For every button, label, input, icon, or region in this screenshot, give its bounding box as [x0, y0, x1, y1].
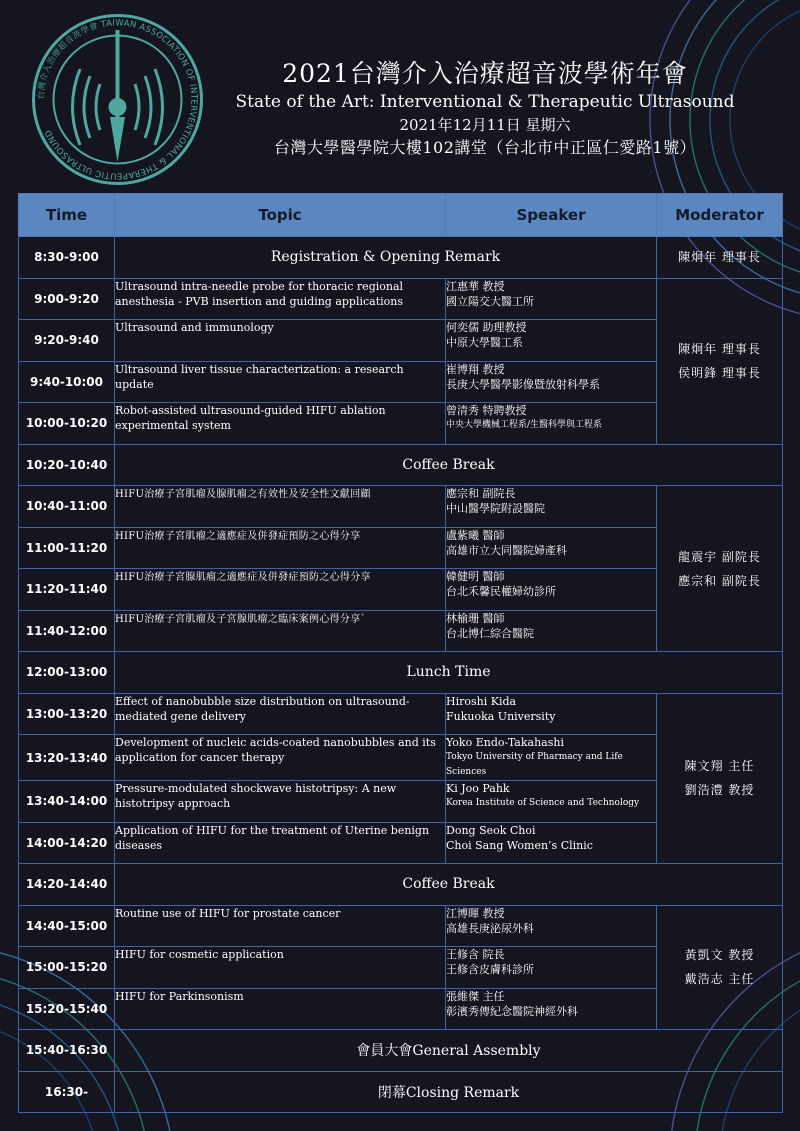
logo-text: 台灣介入治療超音波學會 TAIWAN ASSOCIATION OF INTERVENTIONAL & THERAPEUTIC ULTRASOUND — [36, 18, 199, 181]
speaker-affiliation: Tokyo University of Pharmacy and Life Sciences — [446, 752, 623, 777]
time-cell: 8:30-9:00 — [19, 237, 115, 279]
speaker-name: 何奕儒 助理教授 — [446, 321, 527, 334]
moderator-cell — [657, 486, 783, 652]
moderator-name: 劉浩澧 教授 — [684, 783, 755, 798]
speaker-affiliation: 中山醫學院附設醫院 — [446, 502, 545, 515]
speaker-name: Dong Seok Choi — [446, 823, 536, 837]
table-row — [19, 1030, 783, 1072]
speaker-name: Hiroshi Kida — [446, 694, 517, 708]
speaker-name: 韓健明 醫師 — [446, 570, 505, 583]
table-row — [19, 905, 783, 947]
time-cell: 14:40-15:00 — [19, 905, 115, 947]
break-label: Coffee Break — [115, 864, 783, 906]
topic-cell — [115, 527, 446, 569]
topic-cell: Ultrasound and immunology — [115, 320, 446, 362]
moderator-name: 陳文翔 主任 — [684, 759, 755, 774]
event-title-zh: 2021台灣介入治療超音波學術年會 — [282, 59, 688, 88]
moderator-cell — [657, 278, 783, 444]
time-cell: 10:40-11:00 — [19, 486, 115, 528]
assembly-label: 會員大會General Assembly — [115, 1030, 783, 1072]
table-row — [19, 864, 783, 906]
table-row — [19, 693, 783, 735]
event-header — [215, 58, 755, 160]
topic-cell: Routine use of HIFU for prostate cancer — [115, 905, 446, 947]
speaker-name: 江博暉 教授 — [446, 906, 505, 920]
table-row — [19, 278, 783, 320]
moderator-cell — [657, 693, 783, 864]
speaker-affiliation: 高雄長庚泌尿外科 — [446, 921, 534, 935]
header-moderator: Moderator — [657, 194, 783, 237]
moderator-name: 戴浩志 主任 — [684, 972, 755, 987]
speaker-affiliation: 台北禾馨民權婦幼診所 — [446, 585, 556, 598]
table-row — [19, 1071, 783, 1113]
time-cell: 11:40-12:00 — [19, 610, 115, 652]
time-cell: 13:00-13:20 — [19, 693, 115, 735]
speaker-affiliation: 王修含皮膚科診所 — [446, 963, 534, 976]
topic-cell: HIFU for Parkinsonism — [115, 988, 446, 1030]
speaker-cell — [446, 988, 657, 1030]
speaker-cell — [446, 486, 657, 528]
time-cell: 15:40-16:30 — [19, 1030, 115, 1072]
topic-cell: Effect of nanobubble size distribution on ultrasound-mediated gene delivery — [115, 693, 446, 735]
topic-text: HIFU治療子宮腺肌瘤之適應症及併發症預防之心得分享 — [115, 572, 371, 583]
topic-cell — [115, 486, 446, 528]
association-logo — [30, 12, 205, 187]
speaker-cell — [446, 781, 657, 823]
topic-cell: Ultrasound intra-needle probe for thoracic regional anesthesia - PVB insertion and guiding applications — [115, 278, 446, 320]
table-row — [19, 652, 783, 694]
table-row — [19, 486, 783, 528]
speaker-affiliation: Korea Institute of Science and Technology — [446, 798, 640, 808]
time-cell: 9:40-10:00 — [19, 361, 115, 403]
speaker-cell — [446, 693, 657, 735]
time-cell: 13:40-14:00 — [19, 781, 115, 823]
speaker-affiliation: 台北博仁綜合醫院 — [446, 626, 534, 640]
speaker-cell — [446, 822, 657, 864]
time-cell: 16:30- — [19, 1071, 115, 1113]
topic-cell: Application of HIFU for the treatment of Uterine benign diseases — [115, 822, 446, 864]
time-cell: 11:20-11:40 — [19, 569, 115, 611]
topic-cell: Development of nucleic acids-coated nanobubbles and its application for cancer therapy — [115, 735, 446, 781]
registration-label: Registration & Opening Remark — [115, 237, 657, 279]
topic-cell — [115, 569, 446, 611]
header-speaker: Speaker — [446, 194, 657, 237]
event-venue: 台灣大學醫學院大樓102講堂（台北市中正區仁愛路1號） — [273, 138, 697, 157]
time-cell: 15:00-15:20 — [19, 947, 115, 989]
speaker-affiliation: 國立陽交大醫工所 — [446, 294, 534, 308]
time-cell: 12:00-13:00 — [19, 652, 115, 694]
header-time: Time — [19, 194, 115, 237]
speaker-cell — [446, 527, 657, 569]
topic-text: HIFU治療子宮肌瘤及子宮腺肌瘤之臨床案例心得分享` — [115, 613, 366, 625]
speaker-affiliation: 彰濱秀傳紀念醫院神經外科 — [446, 1004, 578, 1018]
table-row — [19, 444, 783, 486]
topic-text: HIFU治療子宮肌瘤之適應症及併發症預防之心得分享 — [115, 530, 361, 542]
topic-text: HIFU治療子宮肌瘤及腺肌瘤之有效性及安全性文獻回顧 — [115, 489, 371, 500]
moderator-name: 黃凱文 教授 — [684, 948, 755, 963]
event-date: 2021年12月11日 星期六 — [399, 116, 571, 134]
speaker-affiliation: 高雄市立大同醫院婦產科 — [446, 543, 567, 557]
topic-cell: Robot-assisted ultrasound-guided HIFU ablation experimental system — [115, 403, 446, 445]
time-cell: 14:20-14:40 — [19, 864, 115, 906]
speaker-name: 王修含 院長 — [446, 948, 505, 961]
topic-cell: Pressure-modulated shockwave histotripsy: A new histotripsy approach — [115, 781, 446, 823]
time-cell: 13:20-13:40 — [19, 735, 115, 781]
speaker-affiliation: 長庚大學醫學影像暨放射科學系 — [446, 377, 600, 391]
speaker-name: 曾清秀 特聘教授 — [446, 404, 527, 417]
speaker-name: 江惠華 教授 — [446, 279, 505, 293]
moderator-name: 應宗和 副院長 — [678, 573, 761, 588]
speaker-name: 林榆珊 醫師 — [446, 611, 505, 625]
moderator-cell: 陳炯年 理事長 — [657, 237, 783, 279]
closing-label: 閉幕Closing Remark — [115, 1071, 783, 1113]
time-cell: 14:00-14:20 — [19, 822, 115, 864]
time-cell: 15:20-15:40 — [19, 988, 115, 1030]
speaker-cell — [446, 735, 657, 781]
speaker-cell — [446, 569, 657, 611]
speaker-affiliation: Choi Sang Women’s Clinic — [446, 838, 593, 852]
table-header-row — [19, 194, 783, 237]
speaker-cell — [446, 947, 657, 989]
speaker-cell — [446, 610, 657, 652]
speaker-cell — [446, 905, 657, 947]
speaker-name: 應宗和 副院長 — [446, 487, 516, 500]
time-cell: 9:00-9:20 — [19, 278, 115, 320]
speaker-name: 崔博翔 教授 — [446, 362, 505, 376]
lunch-label: Lunch Time — [115, 652, 783, 694]
moderator-name: 龍震宇 副院長 — [678, 549, 761, 564]
speaker-affiliation: 中原大學醫工系 — [446, 336, 523, 349]
break-label: Coffee Break — [115, 444, 783, 486]
schedule-table — [18, 193, 783, 1113]
time-cell: 10:20-10:40 — [19, 444, 115, 486]
time-cell: 11:00-11:20 — [19, 527, 115, 569]
moderator-name: 陳炯年 理事長 — [678, 342, 761, 356]
speaker-cell — [446, 361, 657, 403]
speaker-affiliation: 中央大學機械工程系/生醫科學與工程系 — [446, 420, 603, 430]
header-topic: Topic — [115, 194, 446, 237]
event-title-en: State of the Art: Interventional & Therapeutic Ultrasound — [235, 92, 735, 112]
time-cell: 10:00-10:20 — [19, 403, 115, 445]
speaker-cell — [446, 403, 657, 445]
table-row — [19, 237, 783, 279]
time-cell: 9:20-9:40 — [19, 320, 115, 362]
topic-cell: Ultrasound liver tissue characterization: a research update — [115, 361, 446, 403]
moderator-name: 侯明鋒 理事長 — [678, 366, 761, 380]
speaker-cell — [446, 320, 657, 362]
topic-cell: HIFU for cosmetic application — [115, 947, 446, 989]
speaker-cell — [446, 278, 657, 320]
speaker-name: 盧紫曦 醫師 — [446, 528, 505, 542]
speaker-name: 張維傑 主任 — [446, 989, 505, 1003]
moderator-cell — [657, 905, 783, 1030]
speaker-name: Ki Joo Pahk — [446, 782, 510, 795]
speaker-name: Yoko Endo-Takahashi — [446, 736, 564, 749]
speaker-affiliation: Fukuoka University — [446, 709, 556, 723]
topic-cell — [115, 610, 446, 652]
